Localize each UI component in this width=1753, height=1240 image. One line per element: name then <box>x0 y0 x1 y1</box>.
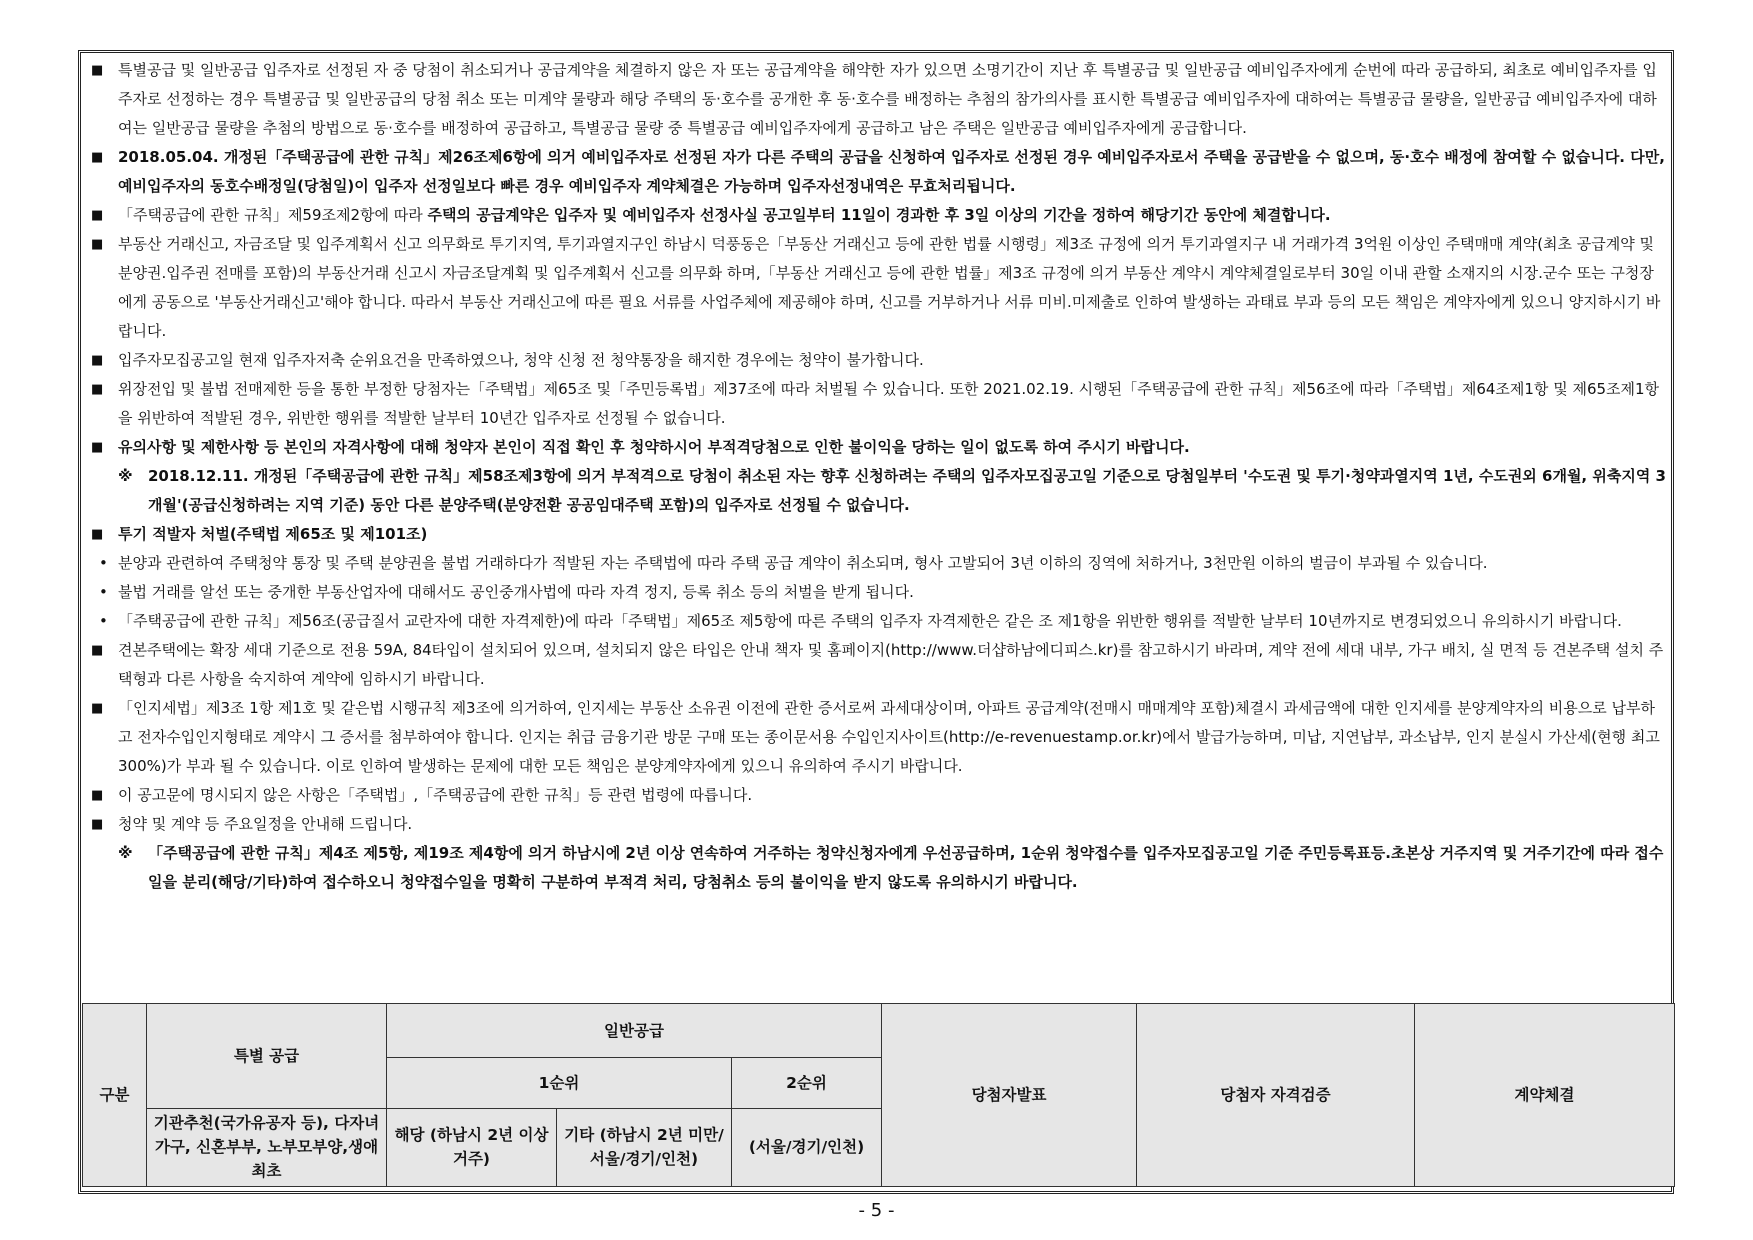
notice-paragraph: ■ 「주택공급에 관한 규칙」제59조제2항에 따라 주택의 공급계약은 입주자 및 예비입주자 선정사실 공고일부터 11일이 경과한 후 3일 이상의 기간을 정하여 해당기간 동안에 체결합니다. <box>88 201 1668 230</box>
header-rank2: 2순위 <box>732 1058 882 1108</box>
special-supply-types: 기관추천(국가유공자 등), 다자녀가구, 신혼부부, 노부모부양,생애최초 <box>147 1108 387 1186</box>
notice-paragraph: ■ 청약 및 계약 등 주요일정을 안내해 드립니다. <box>88 810 1668 839</box>
header-general-supply: 일반공급 <box>387 1004 882 1058</box>
dot-bullet-icon: • <box>99 583 108 601</box>
square-bullet-icon: ■ <box>91 150 104 165</box>
notice-paragraph: ■ 견본주택에는 확장 세대 기준으로 전용 59A, 84타입이 설치되어 있으며, 설치되지 않은 타입은 안내 책자 및 홈페이지(http://www.더샵하남에디피스.kr)를 참고하시기 바라며, 계약 전에 세대 내부, 가구 배치, 실 면적 등 견본주택 설치 주택형과 다른 사항을 숙지하여 계약에 임하시기 바랍니다. <box>88 636 1668 694</box>
square-bullet-icon: ■ <box>91 353 104 368</box>
square-bullet-icon: ■ <box>91 440 104 455</box>
header-winner-announcement: 당첨자발표 <box>882 1004 1137 1187</box>
header-rank1: 1순위 <box>387 1058 732 1108</box>
square-bullet-icon: ■ <box>91 63 104 78</box>
header-eligibility-verification: 당첨자 자격검증 <box>1137 1004 1415 1187</box>
notice-paragraph: ■ 투기 적발자 처벌(주택법 제65조 및 제101조) <box>88 520 1668 549</box>
rank2-region: (서울/경기/인천) <box>732 1108 882 1186</box>
dot-bullet-icon: • <box>99 554 108 572</box>
notice-note: ※ 「주택공급에 관한 규칙」제4조 제5항, 제19조 제4항에 의거 하남시에 2년 이상 연속하여 거주하는 청약신청자에게 우선공급하며, 1순위 청약접수를 입주자모집공고일 기준 주민등록표등.초본상 거주지역 및 거주기간에 따라 접수일을 분리(해당/기타)하여 접수하오니 청약접수일을 명확히 구분하여 부적격 처리, 당첨취소 등의 불이익을 받지 않도록 유의하시기 바랍니다. <box>88 839 1668 897</box>
notice-subitem: • 「주택공급에 관한 규칙」제56조(공급질서 교란자에 대한 자격제한)에 따라「주택법」제65조 제5항에 따른 주택의 입주자 자격제한은 같은 조 제1항을 위반한 행위를 적발한 날부터 10년까지로 변경되었으니 유의하시기 바랍니다. <box>88 607 1668 636</box>
notice-paragraph: ■ 부동산 거래신고, 자금조달 및 입주계획서 신고 의무화로 투기지역, 투기과열지구인 하남시 덕풍동은「부동산 거래신고 등에 관한 법률 시행령」제3조 규정에 의거 투기과열지구 내 거래가격 3억원 이상인 주택매매 계약(최초 공급계약 및 분양권.입주권 전매를 포함)의 부동산거래 신고시 자금조달계획 및 입주계획서 신고를 의무화 하며,「부동산 거래신고 등에 관한 법률」제3조 규정에 의거 부동산 계약시 계약체결일로부터 30일 이내 관할 소재지의 시장.군수 또는 구청장에게 공동으로 '부동산거래신고'해야 합니다. 따라서 부동산 거래신고에 따른 필요 서류를 사업주체에 제공해야 하며, 신고를 거부하거나 서류 미비.미제출로 인하여 발생하는 과태료 부과 등의 모든 책임은 계약자에게 있으니 양지하시기 바랍니다. <box>88 230 1668 346</box>
header-contract: 계약체결 <box>1415 1004 1675 1187</box>
notice-subitem: • 불법 거래를 알선 또는 중개한 부동산업자에 대해서도 공인중개사법에 따라 자격 정지, 등록 취소 등의 처벌을 받게 됩니다. <box>88 578 1668 607</box>
notice-body <box>88 56 1668 897</box>
notice-subitem: • 분양과 관련하여 주택청약 통장 및 주택 분양권을 불법 거래하다가 적발된 자는 주택법에 따라 주택 공급 계약이 취소되며, 형사 고발되어 3년 이하의 징역에 처하거나, 3천만원 이하의 벌금이 부과될 수 있습니다. <box>88 549 1668 578</box>
square-bullet-icon: ■ <box>91 237 104 252</box>
rank1-local-residents: 해당 (하남시 2년 이상 거주) <box>387 1108 557 1186</box>
square-bullet-icon: ■ <box>91 643 104 658</box>
notice-note: ※ 2018.12.11. 개정된「주택공급에 관한 규칙」제58조제3항에 의거 부적격으로 당첨이 취소된 자는 향후 신청하려는 주택의 입주자모집공고일 기준으로 당첨일부터 '수도권 및 투기·청약과열지역 1년, 수도권외 6개월, 위축지역 3개월'(공급신청하려는 지역 기준) 동안 다른 분양주택(분양전환 공공임대주택 포함)의 입주자로 선정될 수 없습니다. <box>88 462 1668 520</box>
square-bullet-icon: ■ <box>91 382 104 397</box>
rank1-other-residents: 기타 (하남시 2년 미만/서울/경기/인천) <box>557 1108 732 1186</box>
square-bullet-icon: ■ <box>91 527 104 542</box>
square-bullet-icon: ■ <box>91 208 104 223</box>
reference-mark-icon: ※ <box>118 844 133 862</box>
notice-paragraph: ■ 유의사항 및 제한사항 등 본인의 자격사항에 대해 청약자 본인이 직접 확인 후 청약하시어 부적격당첨으로 인한 불이익을 당하는 일이 없도록 하여 주시기 바랍니다. <box>88 433 1668 462</box>
square-bullet-icon: ■ <box>91 788 104 803</box>
square-bullet-icon: ■ <box>91 701 104 716</box>
square-bullet-icon: ■ <box>91 817 104 832</box>
notice-paragraph: ■ 이 공고문에 명시되지 않은 사항은「주택법」,「주택공급에 관한 규칙」등 관련 법령에 따릅니다. <box>88 781 1668 810</box>
notice-paragraph: ■ 위장전입 및 불법 전매제한 등을 통한 부정한 당첨자는「주택법」제65조 및「주민등록법」제37조에 따라 처벌될 수 있습니다. 또한 2021.02.19. 시행된「주택공급에 관한 규칙」제56조에 따라「주택법」제64조제1항 및 제65조제1항을 위반하여 적발된 경우, 위반한 행위를 적발한 날부터 10년간 입주자로 선정될 수 없습니다. <box>88 375 1668 433</box>
notice-paragraph: ■ 2018.05.04. 개정된「주택공급에 관한 규칙」제26조제6항에 의거 예비입주자로 선정된 자가 다른 주택의 공급을 신청하여 입주자로 선정된 경우 예비입주자로서 주택을 공급받을 수 없으며, 동·호수 배정에 참여할 수 없습니다. 다만, 예비입주자의 동호수배정일(당첨일)이 입주자 선정일보다 빠른 경우 예비입주자 계약체결은 가능하며 입주자선정내역은 무효처리됩니다. <box>88 143 1668 201</box>
reference-mark-icon: ※ <box>118 467 133 485</box>
page-number: - 5 - <box>858 1200 895 1221</box>
schedule-table <box>82 1003 1675 1187</box>
dot-bullet-icon: • <box>99 612 108 630</box>
header-gubun: 구분 <box>83 1004 147 1187</box>
notice-paragraph: ■ 「인지세법」제3조 1항 제1호 및 같은법 시행규칙 제3조에 의거하여, 인지세는 부동산 소유권 이전에 관한 증서로써 과세대상이며, 아파트 공급계약(전매시 매매계약 포함)체결시 과세금액에 대한 인지세를 분양계약자의 비용으로 납부하고 전자수입인지형태로 계약시 그 증서를 첨부하여야 합니다. 인지는 취급 금융기관 방문 구매 또는 종이문서용 수입인지사이트(http://e-revenuestamp.or.kr)에서 발급가능하며, 미납, 지연납부, 과소납부, 인지 분실시 가산세(현행 최고 300%)가 부과 될 수 있습니다. 이로 인하여 발생하는 문제에 대한 모든 책임은 분양계약자에게 있으니 유의하여 주시기 바랍니다. <box>88 694 1668 781</box>
notice-paragraph: ■ 입주자모집공고일 현재 입주자저축 순위요건을 만족하였으나, 청약 신청 전 청약통장을 해지한 경우에는 청약이 불가합니다. <box>88 346 1668 375</box>
header-special-supply: 특별 공급 <box>147 1004 387 1109</box>
notice-paragraph: ■ 특별공급 및 일반공급 입주자로 선정된 자 중 당첨이 취소되거나 공급계약을 체결하지 않은 자 또는 공급계약을 해약한 자가 있으면 소명기간이 지난 후 특별공급 및 일반공급 예비입주자에게 순번에 따라 공급하되, 최초로 예비입주자를 입주자로 선정하는 경우 특별공급 및 일반공급의 당첨 취소 또는 미계약 물량과 해당 주택의 동·호수를 공개한 후 동·호수를 배정하는 추첨의 참가의사를 표시한 특별공급 예비입주자에 대하여는 특별공급 물량을, 일반공급 예비입주자에 대하여는 일반공급 물량을 추첨의 방법으로 동·호수를 배정하여 공급하고, 특별공급 물량 중 특별공급 예비입주자에게 공급하고 남은 주택은 일반공급 예비입주자에게 공급합니다. <box>88 56 1668 143</box>
